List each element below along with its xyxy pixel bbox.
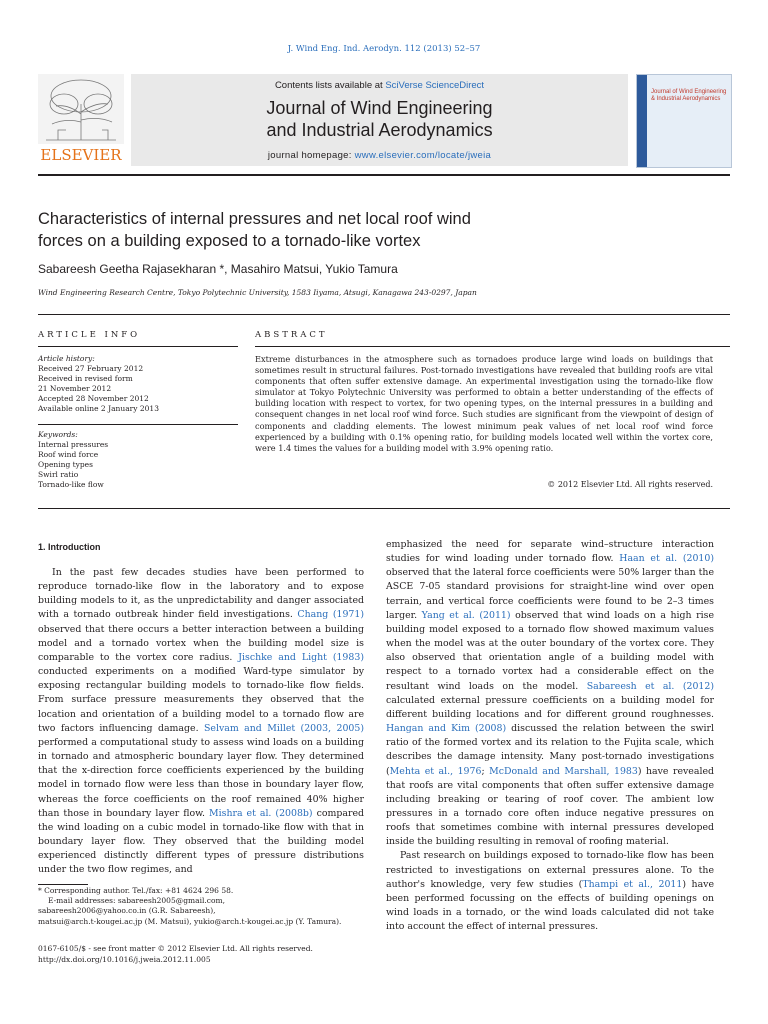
history-item: Available online 2 January 2013 <box>38 404 159 413</box>
title-line1: Characteristics of internal pressures and net local roof wind <box>38 210 471 228</box>
keyword-item: Tornado-like flow <box>38 480 104 489</box>
authors: Sabareesh Geetha Rajasekharan *, Masahiro Matsui, Yukio Tamura <box>38 262 398 276</box>
sciencedirect-link[interactable]: SciVerse ScienceDirect <box>385 80 485 91</box>
footnote-line: E-mail addresses: sabareesh2005@gmail.com, <box>48 896 226 906</box>
abstract-text: Extreme disturbances in the atmosphere such as tornadoes produce large wind loads on buildings that sometimes result in structural failures. Post-tornado investigations have revealed that building roofs are vital components that often suffer extensive damage. An experimental investigation using the tornado-like flow simulator at Tokyo Polytechnic University was performed to obtain a better understanding of the effects of building location with respect to vortex, for two opening types, on the internal pressures in a building and consequent changes in net local roof wind force. Such studies are significant from the viewpoint of design of components and cladding elements. The lowest minimum peak values of net local roof wind force experienced by a building with 0.1% opening ratio, for building models located well within the vortex core, were 1.4 times the values for a building model with 3.9% opening ratio. <box>255 354 713 453</box>
doi-link[interactable]: http://dx.doi.org/10.1016/j.jweia.2012.11.005 <box>38 954 211 964</box>
paragraph-text: ) have been performed focussing on the effects of building openings on wind loads in a tornado, or the wind loads calculated did not take into account the effect of internal pressures. <box>386 878 715 933</box>
section-heading: 1. Introduction <box>38 542 101 552</box>
paragraph-text: observed that the lateral force coefficients were 50% larger than the ASCE 7-05 standard provisions for straight-line wind over open terrain, and vertical force coefficients were found to be 2–3 times larger. <box>386 567 714 621</box>
keyword-item: Opening types <box>38 460 93 469</box>
citation-link[interactable]: Chang (1971) <box>297 609 364 621</box>
header-rule <box>38 174 730 176</box>
article-info-label: ARTICLE INFO <box>38 330 141 340</box>
citation-link[interactable]: McDonald and Marshall, 1983 <box>489 765 638 777</box>
keywords-label: Keywords: <box>38 430 78 439</box>
paragraph-text: calculated external pressure coefficients on a building model for different building locations and for different ground roughnesses. <box>386 694 714 720</box>
body-right-column <box>386 538 714 934</box>
history-item: Received 27 February 2012 <box>38 364 144 373</box>
history-label: Article history: <box>38 354 95 363</box>
publisher-wordmark: ELSEVIER <box>40 146 122 164</box>
elsevier-tree-icon <box>38 74 124 164</box>
keywords-rule <box>38 424 238 425</box>
journal-homepage <box>131 150 628 161</box>
journal-name <box>131 97 628 141</box>
contents-prefix: Contents lists available at <box>274 80 386 91</box>
footnote-line: sabareesh2006@yahoo.co.in (G.R. Sabareesh), <box>38 906 216 916</box>
abstract-end-rule <box>38 508 730 509</box>
paragraph-text: ) have revealed that roofs are vital components that often suffer extensive damage including breaking or tearing of roof cover. The ambient low pressures in a tornado core often induce negative pressures on roofs that sometimes combine with internal pressures developed inside the building resulting in removal of roofing material. <box>386 765 714 848</box>
article-history <box>38 354 238 414</box>
cover-title: Journal of Wind Engineering & Industrial Aerodynamics <box>651 89 727 102</box>
title-line2: forces on a building exposed to a tornado-like vortex <box>38 232 421 250</box>
history-item: Accepted 28 November 2012 <box>38 394 149 403</box>
footnote-line: matsui@arch.t-kougei.ac.jp (M. Matsui), yukio@arch.t-kougei.ac.jp (Y. Tamura). <box>38 916 342 926</box>
paragraph <box>386 849 714 934</box>
history-item: 21 November 2012 <box>38 384 112 393</box>
copyright: © 2012 Elsevier Ltd. All rights reserved. <box>547 480 713 489</box>
elsevier-logo <box>38 74 124 164</box>
citation-link[interactable]: Hangan and Kim (2008) <box>386 723 507 735</box>
issn-doi <box>38 944 313 965</box>
citation-link[interactable]: Thampi et al., 2011 <box>582 878 683 890</box>
paragraph-text: observed that there occurs a better interaction between a building model and a tornado vortex when the building model size is comparable to the vortex core radius. <box>38 623 364 663</box>
contents-line <box>131 80 628 91</box>
citation-link[interactable]: Yang et al. (2011) <box>421 609 511 621</box>
footnote <box>38 886 383 927</box>
paragraph-text: emphasized the need for separate wind–structure interaction studies for wind loading under tornado flow. <box>386 539 714 565</box>
homepage-prefix: journal homepage: <box>267 150 355 161</box>
paragraph-text: compared the wind loading on a cubic model in tornado-like flow with that in boundary layer flow. They observed that the building model experienced distinctly different types of pressure distributions under the two flow regimes, and <box>38 807 364 876</box>
keywords <box>38 430 238 490</box>
info-sub-rule <box>38 346 238 347</box>
citation-link[interactable]: Sabareesh et al. (2012) <box>586 680 714 692</box>
paragraph-text: observed that wind loads on a high rise building model exposed to a tornado flow showed maximum values when the model was at the outer boundary of the vortex core. They also observed that orientation angle of a building model with respect to a tornado vortex had a considerable effect on the resultant wind loads on the model. <box>386 609 714 692</box>
citation-link[interactable]: Jischke and Light (1983) <box>238 651 364 663</box>
journal-name-line2: and Industrial Aerodynamics <box>266 120 493 140</box>
cover-strip <box>637 75 647 167</box>
citation-link[interactable]: Mishra et al. (2008b) <box>209 807 313 819</box>
paragraph <box>386 538 714 849</box>
journal-citation[interactable]: J. Wind Eng. Ind. Aerodyn. 112 (2013) 52–57 <box>287 44 481 54</box>
paragraph-text: ; <box>481 765 490 777</box>
paragraph <box>38 566 364 877</box>
affiliation: Wind Engineering Research Centre, Tokyo Polytechnic University, 1583 Iiyama, Atsugi, Kanagawa 243-0297, Japan <box>38 288 477 297</box>
keyword-item: Swirl ratio <box>38 470 79 479</box>
homepage-link[interactable]: www.elsevier.com/locate/jweia <box>354 150 492 161</box>
paragraph-text: discussed the relation between the swirl ratio of the formed vortex and its relation to the Fujita scale, which describes the damage intensity. Many post-tornado investigations ( <box>386 723 714 777</box>
paragraph-text: Past research on buildings exposed to tornado-like flow has been restricted to investigations on external pressures alone. To the author's knowledge, very few studies ( <box>386 850 714 890</box>
journal-cover-thumbnail <box>636 74 732 168</box>
footnote-rule <box>38 884 88 885</box>
citation-link[interactable]: Haan et al. (2010) <box>619 553 715 565</box>
abstract-label: ABSTRACT <box>255 330 328 340</box>
body-left-column <box>38 566 364 877</box>
info-rule <box>38 314 730 315</box>
paragraph-text: performed a computational study to assess wind loads on a building in tornado and atmospheric boundary layer flow. They determined that the x-direction force coefficients experienced by the building model in tornado flow were less than those in boundary layer flow, whereas the force coefficients on the roof remained 40% higher than those in boundary layer flow. <box>38 736 364 819</box>
keyword-item: Roof wind force <box>38 450 99 459</box>
journal-name-line1: Journal of Wind Engineering <box>266 98 493 118</box>
article-title <box>38 208 598 252</box>
abstract-sub-rule <box>255 346 730 347</box>
citation-link[interactable]: Selvam and Millet (2003, 2005) <box>203 722 365 734</box>
issn-line: 0167-6105/$ - see front matter © 2012 Elsevier Ltd. All rights reserved. <box>38 944 313 953</box>
paragraph-text: In the past few decades studies have been performed to reproduce tornado-like flow in the laboratory and to expose building models to it, as the unpredictability and danger associated with a tornado outbreak hinder field investigations. <box>38 567 364 621</box>
keyword-item: Internal pressures <box>38 440 109 449</box>
history-item: Received in revised form <box>38 374 133 383</box>
paragraph-text: conducted experiments on a modified Ward-type simulator by exposing rectangular building models to tornado-like flow fields. From surface pressure measurements they observed that the location and orientation of a building model to a tornado flow are two factors influencing damage. <box>38 666 364 734</box>
citation-link[interactable]: Mehta et al., 1976 <box>389 765 482 777</box>
footnote-line: * Corresponding author. Tel./fax: +81 4624 296 58. <box>38 886 234 895</box>
